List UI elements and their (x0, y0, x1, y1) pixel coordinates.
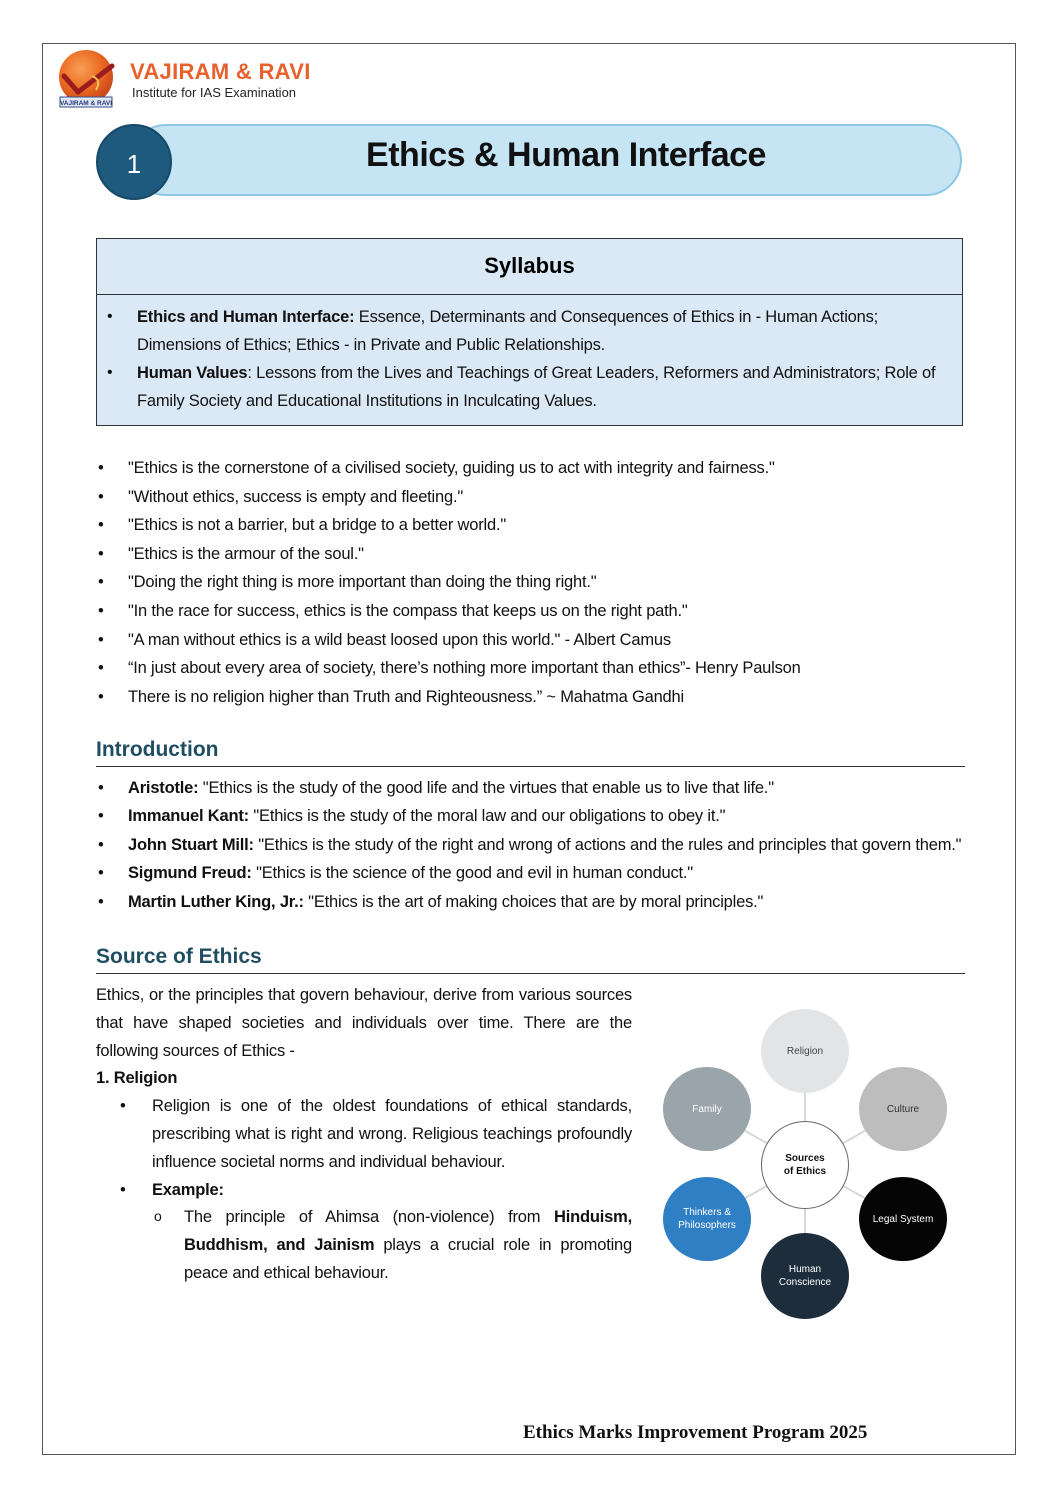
definition-author: Martin Luther King, Jr.: (128, 892, 304, 911)
introduction-heading: Introduction (96, 738, 965, 767)
definition-text: "Ethics is the study of the right and wrong of actions and the rules and principles that govern them." (253, 835, 962, 854)
logo-emblem-icon (56, 50, 118, 112)
example-label: Example: (152, 1180, 224, 1199)
source-of-ethics-heading: Source of Ethics (96, 945, 965, 974)
religion-point: • Religion is one of the oldest foundations of ethical standards, prescribing what is right and wrong. Religious teachings profoundly influence societal norms and individual behaviour. (152, 1093, 632, 1176)
definition-author: Aristotle: (128, 779, 199, 797)
introduction-list (96, 774, 964, 916)
example-item (184, 1204, 632, 1287)
chapter-banner (130, 124, 962, 196)
example-text-post: plays a crucial role in promoting peace and ethical behaviour. (184, 1236, 632, 1282)
syllabus-item-text: Essence, Determinants and Consequences of Ethics in - Human Actions; Dimensions of Ethics; Ethics - in Private and Public Relationships. (137, 308, 879, 354)
definition-item (96, 831, 964, 859)
logo-tagline: Institute for IAS Examination (132, 85, 297, 100)
religion-subheading: 1. Religion (96, 1069, 178, 1088)
node-religion: Religion (761, 1009, 849, 1093)
sources-of-ethics-diagram (655, 1005, 955, 1325)
node-center-sources-of-ethics: Sources of Ethics (761, 1121, 849, 1209)
logo-name: VAJIRAM & RAVI (130, 59, 311, 84)
chapter-number: 1 (96, 124, 172, 200)
svg-text:VAJIRAM & RAVI: VAJIRAM & RAVI (59, 100, 113, 107)
syllabus-box (96, 238, 963, 426)
example-religions: Hinduism, Buddhism, and Jainism (184, 1208, 632, 1255)
definition-item (96, 774, 964, 802)
definition-author: Immanuel Kant: (128, 807, 249, 826)
node-culture: Culture (859, 1067, 947, 1151)
quotes-list (96, 454, 966, 711)
syllabus-item (137, 359, 954, 415)
example-list (152, 1204, 632, 1287)
definition-item (96, 802, 964, 830)
definition-item (96, 888, 964, 916)
example-text-pre: The principle of Ahimsa (non-violence) from (184, 1208, 555, 1227)
footer-program-title: Ethics Marks Improvement Program 2025 (523, 1422, 868, 1443)
quote-item: • "Ethics is the armour of the soul." (96, 540, 966, 569)
definition-text: "Ethics is the study of the good life and the virtues that enable us to live that life." (198, 779, 774, 797)
quote-item: • "In the race for success, ethics is the compass that keeps us on the right path." (96, 597, 966, 626)
definition-text: "Ethics is the art of making choices that are by moral principles." (303, 892, 764, 911)
node-human-conscience: Human Conscience (761, 1233, 849, 1319)
syllabus-item (137, 303, 954, 359)
syllabus-item-text: : Lessons from the Lives and Teachings of Great Leaders, Reformers and Administrators; Role of Family Society and Educational Institutions in Inculcating Values. (137, 364, 936, 410)
example-point (152, 1177, 632, 1288)
node-legal-system: Legal System (859, 1177, 947, 1261)
syllabus-item-label: Ethics and Human Interface: (137, 308, 355, 326)
source-intro: Ethics, or the principles that govern behaviour, derive from various sources that have shaped societies and individuals over time. There are the following sources of Ethics - (96, 986, 632, 1060)
definition-text: "Ethics is the science of the good and evil in human conduct." (251, 864, 693, 883)
definition-item (96, 859, 964, 887)
chapter-title: Ethics & Human Interface (366, 136, 766, 174)
quote-item: • “In just about every area of society, there’s nothing more important than ethics”- Henry Paulson (96, 654, 966, 683)
syllabus-list (97, 295, 962, 415)
syllabus-item-label: Human Values (137, 364, 248, 382)
religion-points (96, 1093, 632, 1288)
quote-item: • "Ethics is the cornerstone of a civilised society, guiding us to act with integrity and fairness." (96, 454, 966, 483)
source-of-ethics-body (96, 982, 632, 1288)
vajiram-ravi-logo (56, 50, 336, 112)
quote-item: • "A man without ethics is a wild beast loosed upon this world." - Albert Camus (96, 626, 966, 655)
syllabus-heading: Syllabus (97, 239, 962, 295)
definition-author: Sigmund Freud: (128, 864, 252, 883)
quote-item: • "Ethics is not a barrier, but a bridge to a better world." (96, 511, 966, 540)
quote-item: • There is no religion higher than Truth and Righteousness.” ~ Mahatma Gandhi (96, 683, 966, 712)
definition-author: John Stuart Mill: (128, 835, 254, 854)
node-thinkers-philosophers: Thinkers & Philosophers (663, 1177, 751, 1261)
quote-item: • "Doing the right thing is more important than doing the thing right." (96, 568, 966, 597)
definition-text: "Ethics is the study of the moral law and our obligations to obey it." (248, 807, 726, 826)
node-family: Family (663, 1067, 751, 1151)
quote-item: • "Without ethics, success is empty and fleeting." (96, 483, 966, 512)
